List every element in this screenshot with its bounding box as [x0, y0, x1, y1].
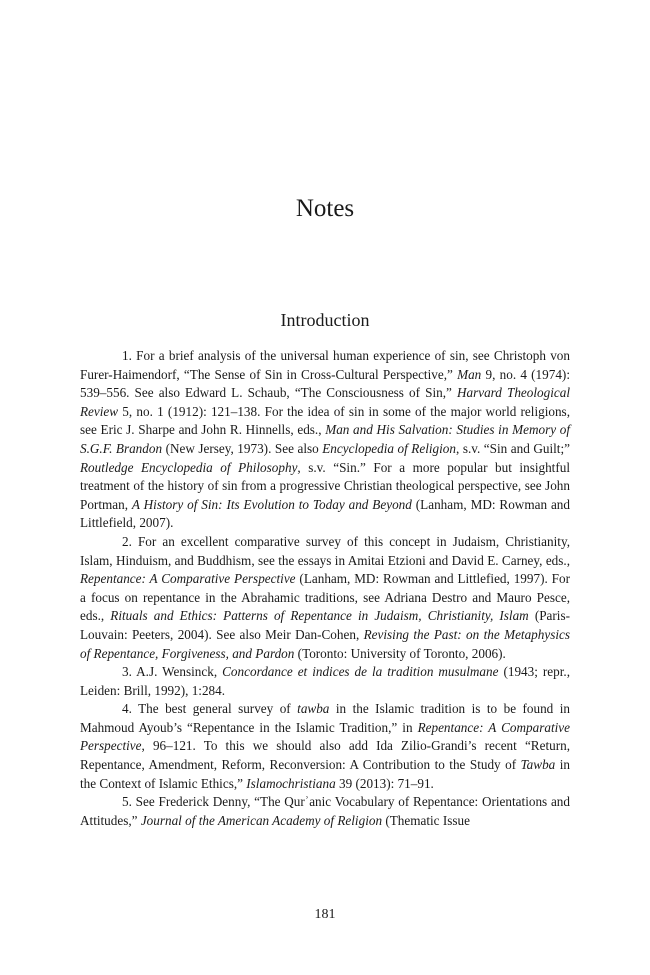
note-text: 3. A.J. Wensinck,: [122, 664, 223, 680]
note-text: (Paris-Louvain: Peeters, 2004). See also Meir Dan-Cohen,: [80, 608, 570, 642]
note-text: (Lanham, MD: Rowman and Littlefield, 2007).: [80, 496, 570, 531]
italic-title: Encyclopedia of Religion: [322, 440, 456, 456]
footnote: [80, 793, 570, 830]
note-text: in the Islamic tradition is to be found in Mahmoud Ayoub’s “Repentance in the Islamic Tradition,” in: [80, 701, 571, 735]
note-text: 2. For an excellent comparative survey of this concept in Judaism, Christianity, Islam, Hinduism, and Buddhism, see the essays in Amitai Etzioni and David E. Carney, eds.,: [80, 533, 570, 568]
note-text: 9, no. 4 (1974): 539–556. See also Edward L. Schaub, “The Consciousness of Sin,”: [80, 366, 570, 401]
section-title: Introduction: [280, 310, 370, 330]
italic-title: Islamochristiana: [246, 775, 336, 791]
note-text: (Lanham, MD: Rowman and Littlefied, 1997). For a focus on repentance in the Abrahamic traditions, see Adriana Destro and Mauro Pesce, eds.,: [80, 571, 570, 624]
note-text: 4. The best general survey of: [122, 701, 298, 717]
note-text: , s.v. “Sin.” For a more popular but insightful treatment of the history of sin from a progressive Christian theological perspective, see John Portman,: [80, 459, 570, 512]
note-text: 5. See Frederick Denny, “The Qurʾanic Vocabulary of Repentance: Orientations and Attitudes,”: [80, 794, 570, 828]
note-text: (New Jersey, 1973). See also: [162, 440, 323, 456]
note-text: 39 (2013): 71–91.: [335, 775, 434, 791]
note-text: (Toronto: University of Toronto, 2006).: [294, 645, 506, 661]
note-text: , s.v. “Sin and Guilt;”: [456, 440, 570, 456]
note-text: 5, no. 1 (1912): 121–138. For the idea of sin in some of the major world religions, see Eric J. Sharpe and John R. Hinnells, eds.,: [80, 403, 570, 438]
italic-title: Harvard Theological Review: [80, 385, 571, 419]
italic-title: Concordance et indices de la tradition musulmane: [222, 664, 499, 680]
italic-title: Man and His Salvation: Studies in Memory of S.G.F. Brandon: [80, 422, 571, 456]
italic-title: Rituals and Ethics: Patterns of Repentance in Judaism, Christianity, Islam: [110, 608, 529, 624]
italic-title: Repentance: A Comparative Perspective: [80, 571, 296, 587]
italic-title: Routledge Encyclopedia of Philosophy: [80, 459, 298, 475]
note-text: , 96–121. To this we should also add Ida Zilio-Grandi’s recent “Return, Repentance, Amendment, Reform, Reconversion: A Contribution to the Study of: [80, 738, 570, 773]
italic-title: Journal of the American Academy of Religion: [140, 812, 383, 828]
page-number: 181: [314, 907, 336, 922]
chapter-title: Notes: [295, 195, 355, 222]
italic-title: Repentance: A Comparative Perspective: [80, 719, 570, 754]
footnote: [80, 533, 570, 663]
italic-title: A History of Sin: Its Evolution to Today and Beyond: [131, 496, 412, 512]
notes-body: [80, 347, 570, 830]
note-text: (1943; repr., Leiden: Brill, 1992), 1:284.: [80, 664, 570, 698]
italic-title: Tawba: [520, 757, 556, 773]
note-text: in the Context of Islamic Ethics,”: [80, 757, 570, 791]
italic-title: Man: [457, 366, 482, 382]
footnote: [80, 700, 570, 793]
italic-title: tawba: [297, 701, 330, 717]
note-text: 1. For a brief analysis of the universal human experience of sin, see Christoph von Furer-Haimendorf, “The Sense of Sin in Cross-Cultural Perspective,”: [80, 348, 570, 382]
footnote: [80, 663, 570, 700]
italic-title: Revising the Past: on the Metaphysics of Repentance, Forgiveness, and Pardon: [80, 626, 570, 661]
note-text: (Thematic Issue: [382, 812, 470, 828]
footnote: [80, 347, 570, 533]
